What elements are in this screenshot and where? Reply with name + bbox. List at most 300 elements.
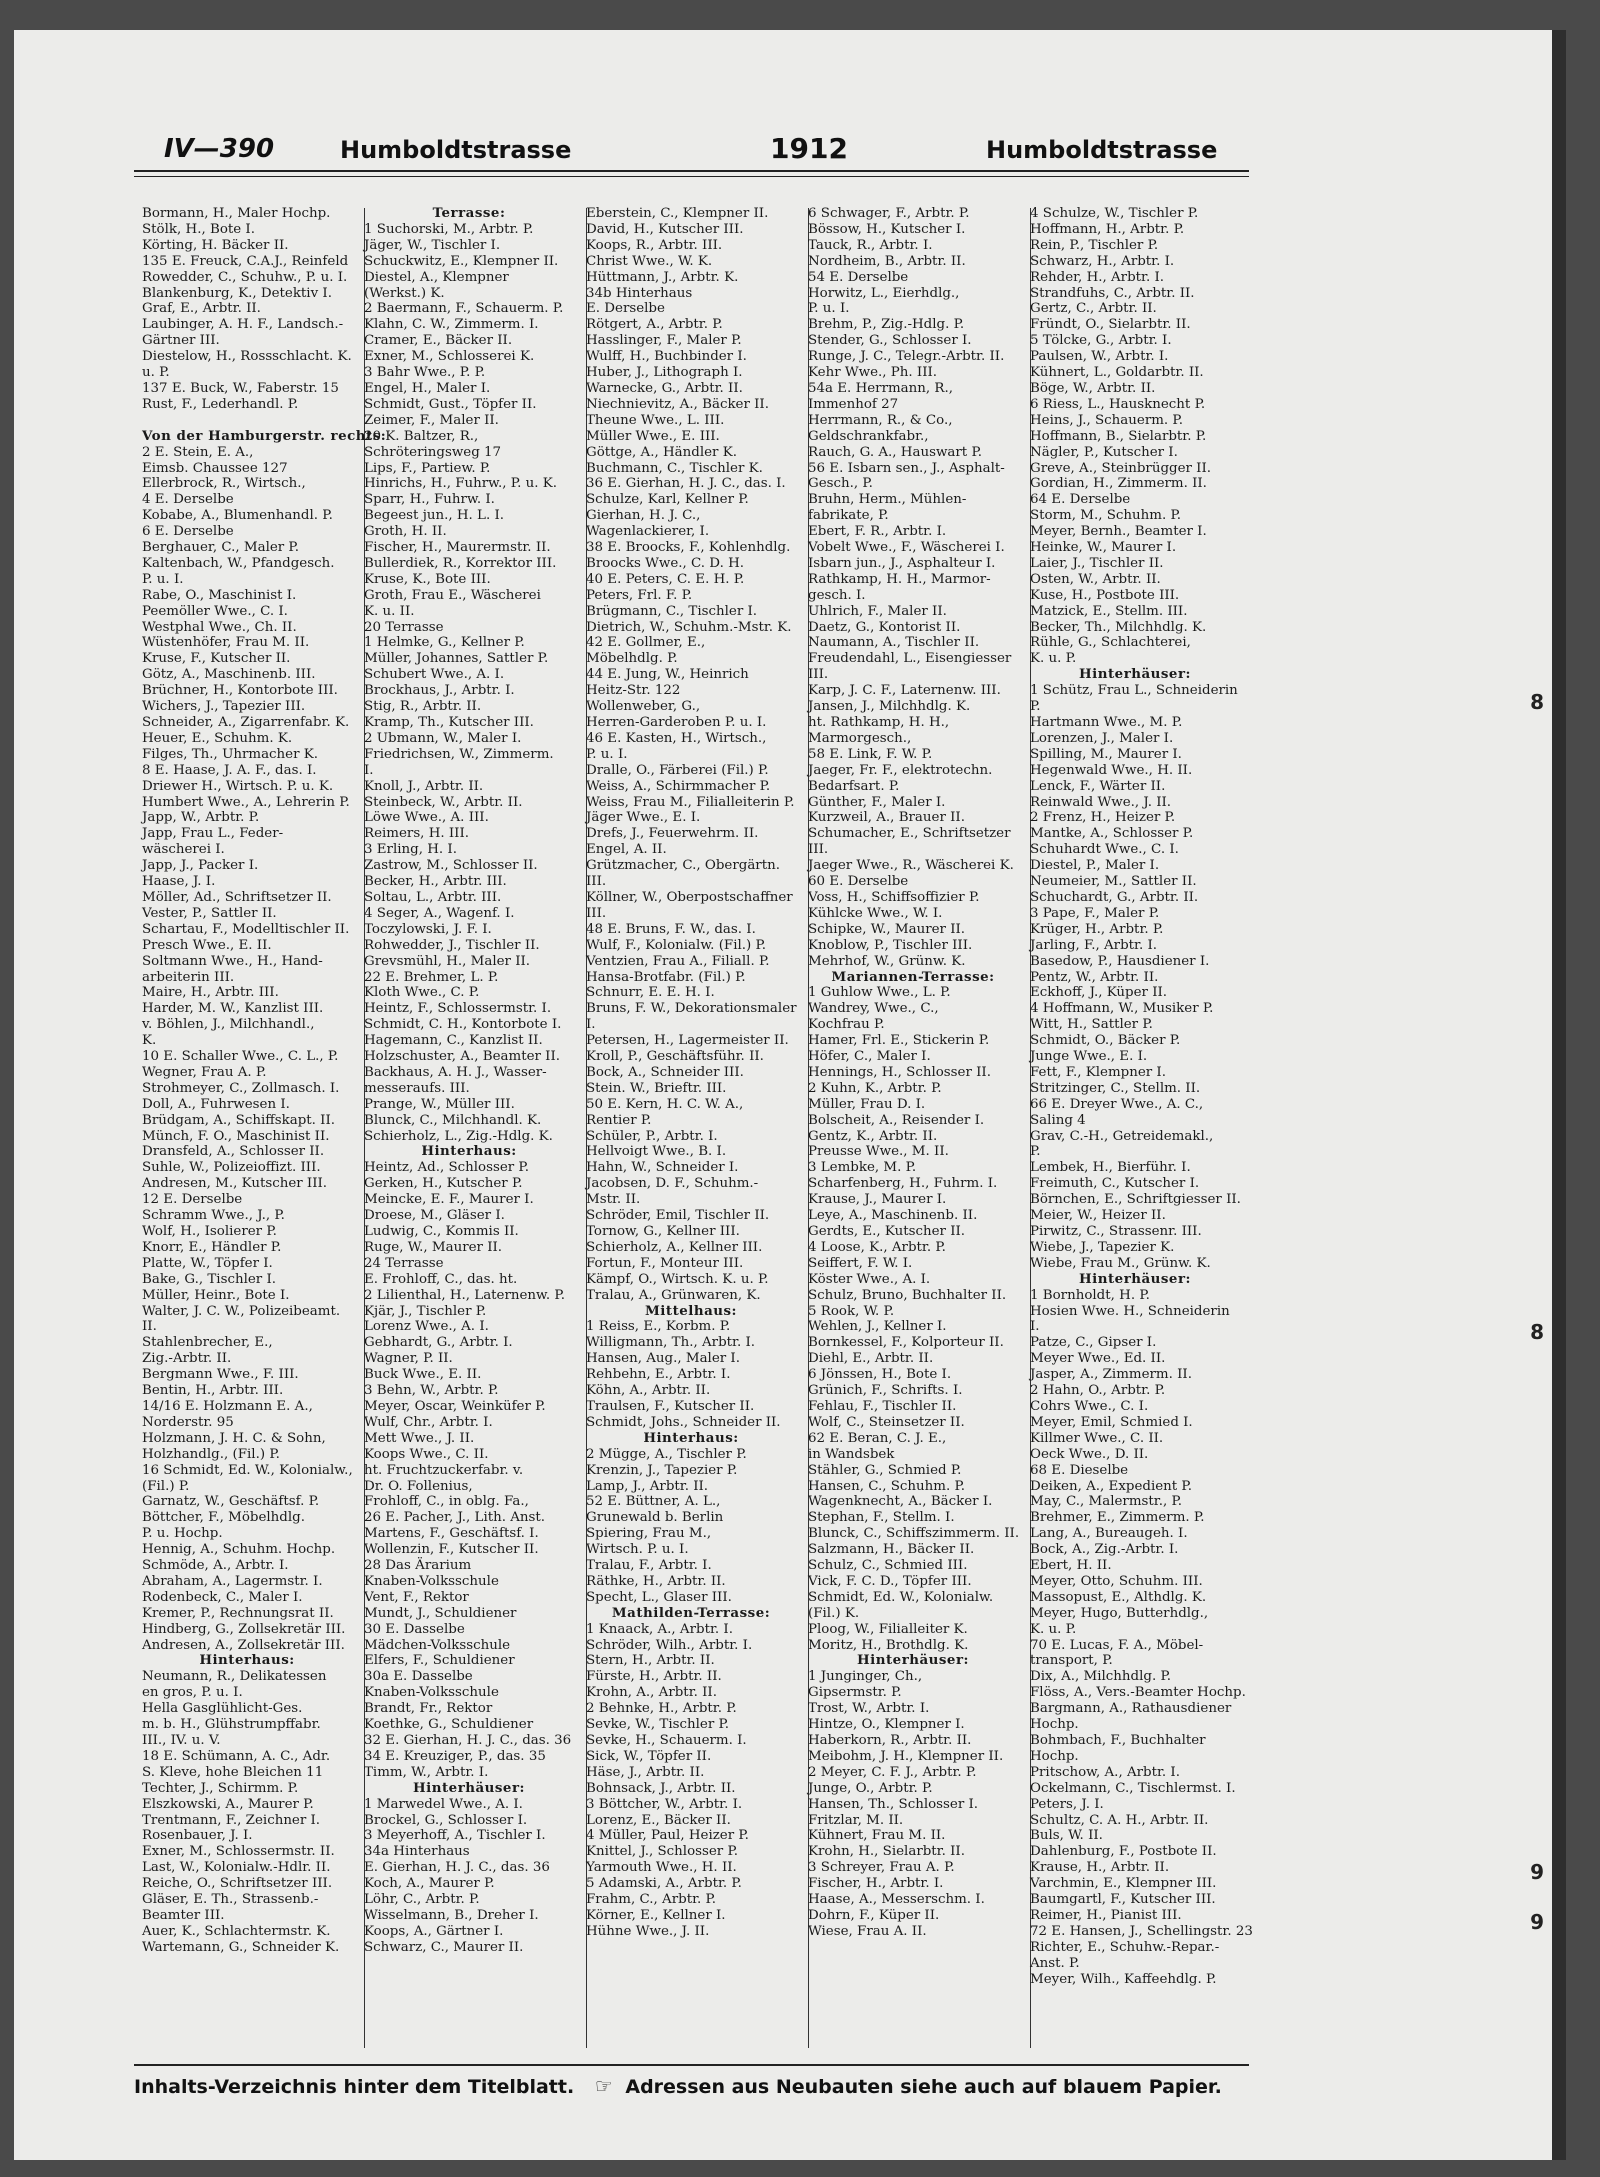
directory-entry: Jaeger, Fr. F., elektrotechn. [808,762,993,778]
directory-entry: Hinrichs, H., Fuhrw., P. u. K. [364,476,558,492]
directory-entry: Stölk, H., Bote I. [142,221,255,237]
directory-entry: Strandfuhs, C., Arbtr. II. [1030,285,1195,301]
directory-entry: Göttge, A., Händler K. [586,444,737,460]
directory-entry: Ludwig, C., Kommis II. [364,1224,519,1239]
margin-number: 8 [1530,1320,1544,1344]
directory-entry: Meibohm, J. H., Klempner II. [808,1748,1004,1764]
directory-entry: Hühne Wwe., J. II. [586,1923,710,1939]
directory-entry: (Fil.) K. [808,1605,860,1621]
directory-entry: transport, P. [1030,1653,1113,1669]
directory-entry: Vick, F. C. D., Töpfer III. [808,1573,972,1589]
footer-rule [134,2064,1249,2066]
directory-entry: Köster Wwe., A. I. [808,1271,931,1287]
directory-entry: Brüdgam, A., Schiffskapt. II. [142,1112,336,1128]
directory-entry: Moritz, H., Brothdlg. K. [808,1637,969,1653]
directory-entry: 1 Suchorski, M., Arbtr. P. [364,221,534,237]
directory-entry: Bornkessel, F., Kolporteur II. [808,1335,1004,1351]
directory-entry: Wartemann, G., Schneider K. [142,1939,340,1955]
directory-entry: Krohn, H., Sielarbtr. II. [808,1844,965,1860]
margin-number: 8 [1530,690,1544,714]
directory-entry: Kämpf, O., Wirtsch. K. u. P. [586,1271,769,1287]
directory-entry: Wollenzin, F., Kutscher II. [364,1542,539,1558]
directory-entry: Bruhn, Herm., Mühlen- [808,492,967,508]
directory-entry: Schierholz, L., Zig.-Hdlg. K. [364,1128,553,1144]
directory-entry: Schierholz, A., Kellner III. [586,1239,763,1255]
directory-entry: Fritzlar, M. II. [808,1812,904,1828]
directory-entry: 3 Pape, F., Maler P. [1030,905,1160,921]
directory-entry: Hartmann Wwe., M. P. [1030,715,1183,730]
directory-entry: Köllner, W., Oberpostschaffner [586,889,793,905]
directory-entry: Japp, Frau L., Feder- [142,826,284,842]
directory-entry: Grunewald b. Berlin [586,1510,724,1526]
directory-entry: Dr. O. Follenius, [364,1478,473,1494]
directory-entry: Lang, A., Bureaugeh. I. [1030,1526,1188,1542]
column-4 [808,206,1018,2051]
directory-entry: Baumgartl, F., Kutscher III. [1030,1892,1216,1908]
directory-entry: III. [586,905,607,921]
directory-entry: P. u. Hochp. [142,1526,223,1542]
directory-entry: Heitz-Str. 122 [586,683,681,699]
directory-entry: Schröteringsweg 17 [364,444,502,460]
directory-entry: 62 E. Beran, C. J. E., [808,1430,947,1446]
directory-entry: Löwe Wwe., A. III. [364,810,489,826]
directory-entry: Ebert, F. R., Arbtr. I. [808,524,947,540]
directory-entry: Gesch., P. [808,476,873,492]
directory-entry: E. Derselbe [586,301,665,317]
directory-entry: Bohnsack, J., Arbtr. II. [586,1780,736,1796]
directory-entry: Möller, Ad., Schriftsetzer II. [142,889,332,905]
directory-entry: 2 Baermann, F., Schauerm. P. [364,301,564,317]
directory-entry: Soltau, L., Arbtr. III. [364,889,502,905]
directory-entry: Buls, W. II. [1030,1828,1103,1844]
street-name-right: Humboldtstrasse [986,136,1218,164]
directory-entry: Hahn, W., Schneider I. [586,1160,739,1176]
directory-entry: in Wandsbek [808,1446,895,1462]
directory-entry: Backhaus, A. H. J., Wasser- [364,1064,547,1080]
directory-entry: 6 Jönssen, H., Bote I. [808,1367,952,1383]
header-rule-thin [134,176,1249,177]
directory-entry: Meyer, Otto, Schuhm. III. [1030,1573,1203,1589]
directory-entry: Brüchner, H., Kontorbote III. [142,683,338,699]
section-heading: Hinterhäuser: [1079,666,1191,683]
directory-entry: Heintz, Ad., Schlosser P. [364,1160,529,1176]
directory-entry: 3 Böttcher, W., Arbtr. I. [586,1796,743,1812]
directory-entry: Hennig, A., Schuhm. Hochp. [142,1542,336,1558]
directory-entry: Drefs, J., Feuerwehrm. II. [586,826,759,842]
directory-entry: Friedrichsen, W., Zimmerm. [364,746,554,762]
directory-entry: Rowedder, C., Schuhw., P. u. I. [142,269,348,285]
directory-entry: Hegenwald Wwe., H. II. [1030,762,1193,778]
directory-entry: P. u. I. [808,301,850,317]
directory-entry: Naumann, A., Tischler II. [808,635,980,651]
directory-entry: Kroll, P., Geschäftsführ. II. [586,1049,764,1065]
directory-entry: Müller, Heinr., Bote I. [142,1287,290,1303]
directory-entry: Tralau, F., Arbtr. I. [586,1558,712,1574]
directory-entry: III. [808,667,829,683]
directory-entry: Presch Wwe., E. II. [142,937,272,953]
directory-entry: Laubinger, A. H. F., Landsch.- [142,317,344,333]
directory-entry: Walter, J. C. W., Polizeibeamt. [142,1303,341,1319]
directory-entry: Schmidt, O., Bäcker P. [1030,1033,1181,1049]
directory-entry: 30 E. Dasselbe [364,1621,465,1637]
directory-entry: Schuhardt Wwe., C. I. [1030,842,1179,858]
directory-entry: Rauch, G. A., Hauswart P. [808,444,982,460]
directory-entry: K. u. II. [364,603,415,619]
directory-entry: 6 Schwager, F., Arbtr. P. [808,206,970,221]
directory-entry: Engel, H., Maler I. [364,380,491,396]
directory-entry: Prange, W., Müller III. [364,1096,515,1112]
directory-entry: Bake, G., Tischler I. [142,1271,276,1287]
directory-entry: III. [586,874,607,890]
directory-entry: Patze, C., Gipser I. [1030,1335,1157,1351]
directory-entry: Suhle, W., Polizeioffizt. III. [142,1160,321,1176]
directory-entry: Rein, P., Tischler P. [1030,237,1159,253]
directory-entry: 5 Rook, W. P. [808,1303,895,1319]
directory-entry: Vent, F., Rektor [364,1589,469,1605]
directory-entry: Schulz, C., Schmied III. [808,1558,968,1574]
directory-entry: Rathkamp, H. H., Marmor- [808,571,991,587]
directory-entry: Schubert Wwe., A. I. [364,667,505,683]
directory-entry: K. u. P. [1030,651,1077,667]
directory-entry: Gertz, C., Arbtr. II. [1030,301,1157,317]
directory-entry: Diehl, E., Arbtr. II. [808,1351,934,1367]
directory-entry: Häse, J., Arbtr. II. [586,1764,705,1780]
directory-entry: Götz, A., Maschinenb. III. [142,667,316,683]
directory-entry: Knoblow, P., Tischler III. [808,937,973,953]
directory-entry: 48 E. Bruns, F. W., das. I. [586,921,756,937]
directory-entry: 72 E. Hansen, J., Schellingstr. 23 [1030,1923,1253,1939]
directory-entry: Huber, J., Lithograph I. [586,365,743,381]
directory-entry: 34 E. Kreuziger, P., das. 35 [364,1748,546,1764]
directory-entry: Wulf, Chr., Arbtr. I. [364,1414,493,1430]
directory-entry: Schmidt, Johs., Schneider II. [586,1414,781,1430]
directory-entry: Diestel, A., Klempner [364,269,509,285]
directory-entry: 4 Schulze, W., Tischler P. [1030,206,1199,221]
directory-entry: Exner, M., Schlossermstr. II. [142,1844,335,1860]
directory-entry: Willigmann, Th., Arbtr. I. [586,1335,756,1351]
directory-entry: Herrmann, R., & Co., [808,412,953,428]
directory-entry: Stähler, G., Schmied P. [808,1462,962,1478]
margin-number: 9 [1530,1910,1544,1934]
directory-entry: Eckhoff, J., Küper II. [1030,985,1168,1001]
pointing-hand-icon: ☞ [594,2074,613,2098]
directory-entry: Elfers, F., Schuldiener [364,1653,515,1669]
directory-entry: 22 E. Brehmer, L. P. [364,969,499,985]
directory-entry: Wichers, J., Tapezier III. [142,699,306,715]
directory-entry: Zig.-Arbtr. II. [142,1351,232,1367]
directory-entry: Schmidt, Ed. W., Kolonialw. [808,1589,994,1605]
directory-entry: 2 Mügge, A., Tischler P. [586,1446,747,1462]
directory-entry: Gärtner III. [142,333,220,349]
directory-entry: Stephan, F., Stellm. I. [808,1510,955,1526]
directory-entry: 30a E. Dasselbe [364,1669,473,1685]
directory-entry: 52 E. Büttner, A. L., [586,1494,721,1510]
directory-entry: Hella Gasglühlicht-Ges. [142,1701,303,1717]
directory-entry: Christ Wwe., W. K. [586,253,713,269]
directory-entry: Reinwald Wwe., J. II. [1030,794,1172,810]
directory-entry: Schuckwitz, E., Klempner II. [364,253,559,269]
directory-entry: 50 E. Kern, H. C. W. A., [586,1096,744,1112]
directory-entry: 6 Riess, L., Hausknecht P. [1030,396,1206,412]
directory-entry: Kühlcke Wwe., W. I. [808,905,943,921]
directory-entry: Leye, A., Maschinenb. II. [808,1208,978,1224]
directory-entry: Frohloff, C., in oblg. Fa., [364,1494,529,1510]
directory-entry: Zastrow, M., Schlosser II. [364,858,538,874]
directory-entry: 28 Das Ärarium [364,1558,472,1574]
directory-entry: Schröder, Wilh., Arbtr. I. [586,1637,753,1653]
directory-entry: Stig, R., Arbtr. II. [364,699,482,715]
directory-entry: Osten, W., Arbtr. II. [1030,571,1161,587]
directory-entry: Hintze, O., Klempner I. [808,1717,965,1733]
column-5 [1030,206,1253,2051]
directory-entry: Flöss, A., Vers.-Beamter Hochp. [1030,1685,1246,1701]
directory-entry: Blunck, C., Schiffszimmerm. II. [808,1526,1020,1542]
directory-entry: Hamer, Frl. E., Stickerin P. [808,1033,990,1049]
directory-entry: Schultz, C. A. H., Arbtr. II. [1030,1812,1209,1828]
directory-entry: Driewer H., Wirtsch. P. u. K. [142,778,334,794]
directory-entry: Krause, H., Arbtr. II. [1030,1860,1170,1876]
directory-entry: Schartau, F., Modelltischler II. [142,921,350,937]
directory-entry: 12 E. Derselbe [142,1192,243,1208]
column-3 [586,206,796,2051]
year: 1912 [770,132,848,165]
directory-entry: en gros, P. u. I. [142,1685,243,1701]
margin-number: 9 [1530,1860,1544,1884]
directory-entry: Hagemann, C., Kanzlist II. [364,1033,543,1049]
directory-entry: Sparr, H., Fuhrw. I. [364,492,495,508]
directory-entry: Böttcher, F., Möbelhdlg. [142,1510,305,1526]
directory-entry: Japp, W., Arbtr. P. [142,810,260,826]
directory-entry: Wiebe, J., Tapezier K. [1030,1239,1175,1255]
directory-entry: Hansa-Brotfabr. (Fil.) P. [586,969,746,985]
directory-entry: Dransfeld, A., Schlosser II. [142,1144,325,1160]
directory-entry: Köhn, A., Arbtr. II. [586,1383,711,1399]
directory-entry: Bedarfsart. P. [808,778,900,794]
directory-entry: Müller Wwe., E. III. [586,428,720,444]
directory-entry: Meyer, Emil, Schmied I. [1030,1414,1193,1430]
directory-entry: Böge, W., Arbtr. II. [1030,380,1156,396]
directory-entry: Kruse, F., Kutscher II. [142,651,291,667]
directory-entry: Neumann, R., Delikatessen [142,1669,327,1685]
directory-entry: Gipsermstr. P. [808,1685,902,1701]
directory-entry: Trentmann, F., Zeichner I. [142,1812,321,1828]
directory-entry: Stritzinger, C., Stellm. II. [1030,1080,1201,1096]
directory-entry: Brehmer, E., Zimmerm. P. [1030,1510,1205,1526]
directory-entry: Beamter III. [142,1907,225,1923]
directory-entry: Geldschrankfabr., [808,428,929,444]
page-number: IV—390 [164,134,275,164]
directory-entry: Deiken, A., Expedient P. [1030,1478,1192,1494]
directory-entry: 32 E. Gierhan, H. J. C., das. 36 [364,1733,572,1748]
directory-entry: Krenzin, J., Tapezier P. [586,1462,738,1478]
directory-entry: Ebert, H. II. [1030,1558,1112,1574]
section-heading: Mathilden-Terrasse: [611,1604,771,1621]
directory-entry: messeraufs. III. [364,1080,470,1096]
directory-entry: Grevsmühl, H., Maler II. [364,953,531,969]
directory-entry: Bergmann Wwe., F. III. [142,1367,299,1383]
directory-entry: Löhr, C., Arbtr. P. [364,1892,480,1908]
directory-entry: Schröder, Emil, Tischler II. [586,1208,770,1224]
street-name-left: Humboldtstrasse [340,136,572,164]
directory-entry: Massopust, E., Althdlg. K. [1030,1589,1207,1605]
directory-entry [142,413,352,429]
section-heading: Hinterhäuser: [857,1652,969,1669]
directory-entry: Nordheim, B., Arbtr. II. [808,253,966,269]
directory-entry: May, C., Malermstr., P. [1030,1494,1183,1510]
directory-entry: 2 Meyer, C. F. J., Arbtr. P. [808,1764,977,1780]
directory-entry: Bock, A., Zig.-Arbtr. I. [1030,1542,1179,1558]
directory-entry: Kramp, Th., Kutscher III. [364,715,534,730]
directory-entry: Bargmann, A., Rathausdiener [1030,1701,1232,1717]
directory-entry: 36 E. Gierhan, H. J. C., das. I. [586,476,786,492]
directory-entry: Diestel, P., Maler I. [1030,858,1160,874]
directory-entry: Holzschuster, A., Beamter II. [364,1049,561,1065]
directory-entry: Schnurr, E. E. H. I. [586,985,715,1001]
directory-entry: (Werkst.) K. [364,285,445,301]
directory-entry: K. [142,1033,157,1049]
directory-entry: Kehr Wwe., Ph. III. [808,365,938,381]
directory-entry: Matzick, E., Stellm. III. [1030,603,1188,619]
directory-entry: Tornow, G., Kellner III. [586,1224,740,1239]
directory-entry: 5 Adamski, A., Arbtr. P. [586,1876,742,1892]
directory-entry: Grützmacher, C., Obergärtn. [586,858,780,874]
directory-entry: Möbelhdlg. P. [586,651,678,667]
directory-entry: Harder, M. W., Kanzlist III. [142,1001,324,1017]
directory-entry: Jaeger Wwe., R., Wäscherei K. [808,858,1014,874]
directory-entry: Wagner, P. II. [364,1351,453,1367]
directory-entry: ht. Fruchtzuckerfabr. v. [364,1462,524,1478]
directory-entry: Müller, Frau D. I. [808,1096,926,1112]
directory-entry: Wagenknecht, A., Bäcker I. [808,1494,993,1510]
directory-entry: Wolf, C., Steinsetzer II. [808,1414,965,1430]
directory-entry: 40 E. Peters, C. E. H. P. [586,571,745,587]
directory-entry: 4 E. Derselbe [142,492,234,508]
directory-entry: 2 E. Stein, E. A., [142,444,254,460]
directory-entry: Wehlen, J., Kellner I. [808,1319,947,1335]
directory-entry: 4 Müller, Paul, Heizer P. [586,1828,749,1844]
directory-entry: 14/16 E. Holzmann E. A., [142,1398,313,1414]
directory-entry: Jasper, A., Zimmerm. II. [1030,1367,1192,1383]
directory-entry: Varchmin, E., Klempner III. [1030,1876,1217,1892]
directory-entry: ht. Rathkamp, H. H., [808,715,950,730]
section-heading: Mittelhaus: [644,1302,738,1319]
directory-entry: Buchmann, C., Tischler K. [586,460,763,476]
directory-entry: Niechnievitz, A., Bäcker II. [586,396,769,412]
directory-entry: Trost, W., Arbtr. I. [808,1701,930,1717]
section-heading: Hinterhaus: [199,1652,295,1669]
directory-entry: Lorenzen, J., Maler I. [1030,730,1174,746]
directory-entry: Yarmouth Wwe., H. II. [586,1860,737,1876]
directory-entry: Rohwedder, J., Tischler II. [364,937,540,953]
directory-entry: Exner, M., Schlosserei K. [364,349,535,365]
directory-entry: 2 Kuhn, K., Arbtr. P. [808,1080,942,1096]
directory-entry: Laier, J., Tischler II. [1030,555,1164,571]
directory-entry: fabrikate, P. [808,508,889,524]
directory-entry: Grünich, F., Schrifts. I. [808,1383,963,1399]
directory-entry: Lenck, F., Wärter II. [1030,778,1166,794]
directory-entry: Meincke, E. F., Maurer I. [364,1192,534,1208]
directory-entry: Wulff, H., Buchbinder I. [586,349,747,365]
directory-entry: Fett, F., Klempner I. [1030,1064,1166,1080]
directory-entry: Doll, A., Fuhrwesen I. [142,1096,290,1112]
directory-entry: 46 E. Kasten, H., Wirtsch., [586,730,767,746]
directory-entry: Kloth Wwe., C. P. [364,985,480,1001]
directory-entry: Wandrey, Wwe., C., [808,1001,939,1017]
directory-entry: Fründt, O., Sielarbtr. II. [1030,317,1191,333]
directory-entry: Schipke, W., Maurer II. [808,921,966,937]
directory-entry: III., IV. u. V. [142,1733,221,1748]
directory-entry: Reimers, H. III. [364,826,470,842]
directory-entry: II. [142,1319,157,1335]
directory-entry: Tauck, R., Arbtr. I. [808,237,933,253]
directory-entry: Dralle, O., Färberei (Fil.) P. [586,762,769,778]
directory-entry: Frahm, C., Arbtr. P. [586,1892,717,1908]
directory-entry: Knaben-Volksschule [364,1573,499,1589]
directory-entry: Mett Wwe., J. II. [364,1430,475,1446]
directory-entry: Fehlau, F., Tischler II. [808,1398,957,1414]
directory-entry: Weiss, A., Schirmmacher P. [586,778,771,794]
directory-entry: Kremer, P., Rechnungsrat II. [142,1605,334,1621]
directory-entry: 1 Bornholdt, H. P. [1030,1287,1150,1303]
directory-entry: Toczylowski, J. F. I. [364,921,492,937]
directory-entry: Koch, A., Maurer P. [364,1876,495,1892]
directory-entry: 4 Loose, K., Arbtr. P. [808,1239,946,1255]
section-heading: Hinterhaus: [421,1143,517,1160]
directory-entry: Hansen, C., Schuhm. P. [808,1478,966,1494]
directory-entry: Killmer Wwe., C. II. [1030,1430,1164,1446]
directory-entry: Jansen, J., Milchhdlg. K. [808,699,971,715]
directory-entry: Meyer, Hugo, Butterhdlg., [1030,1605,1209,1621]
directory-entry: Gerdts, E., Kutscher II. [808,1224,966,1239]
directory-entry: Schmöde, A., Arbtr. I. [142,1558,289,1574]
directory-entry: Haase, J. I. [142,874,216,890]
directory-entry: Droese, M., Gläser I. [364,1208,505,1224]
directory-entry: Schulze, Karl, Kellner P. [586,492,749,508]
section-heading: Hinterhäuser: [1079,1270,1191,1287]
directory-entry: Sick, W., Töpfer II. [586,1748,712,1764]
directory-entry: Fürste, H., Arbtr. II. [586,1669,722,1685]
directory-entry: 5 Tölcke, G., Arbtr. I. [1030,333,1172,349]
directory-entry: 2 Hahn, O., Arbtr. P. [1030,1383,1166,1399]
directory-entry: Krause, J., Maurer I. [808,1192,947,1208]
directory-entry: Maire, H., Arbtr. III. [142,985,279,1001]
directory-entry: Körner, E., Kellner I. [586,1907,726,1923]
directory-entry: Paulsen, W., Arbtr. I. [1030,349,1169,365]
directory-entry: Schulz, Bruno, Buchhalter II. [808,1287,1007,1303]
directory-entry: 2 Lilienthal, H., Laternenw. P. [364,1287,565,1303]
directory-entry: I. [364,762,374,778]
directory-entry: Meier, W., Heizer II. [1030,1208,1166,1224]
directory-entry: Wiebe, Frau M., Grünw. K. [1030,1255,1211,1271]
directory-entry: Haberkorn, R., Arbtr. II. [808,1733,972,1748]
directory-entry: Schüler, P., Arbtr. I. [586,1128,718,1144]
directory-entry: Junge Wwe., E. I. [1030,1049,1148,1065]
directory-entry: Dohrn, F., Küper II. [808,1907,940,1923]
directory-entry: Meyer, Bernh., Beamter I. [1030,524,1207,540]
directory-entry: Wagenlackierer, I. [586,524,710,540]
directory-entry: Fischer, H., Maurermstr. II. [364,540,551,556]
directory-entry: 1 Guhlow Wwe., L. P. [808,985,951,1001]
directory-entry: Gordian, H., Zimmerm. II. [1030,476,1207,492]
directory-entry: Martens, F., Geschäftsf. I. [364,1526,539,1542]
directory-entry: Schwarz, C., Maurer II. [364,1939,524,1955]
directory-entry: Runge, J. C., Telegr.-Arbtr. II. [808,349,1005,365]
directory-entry: Kobabe, A., Blumenhandl. P. [142,508,333,524]
directory-entry: Seiffert, F. W. I. [808,1255,913,1271]
directory-entry: Westphal Wwe., Ch. II. [142,619,297,635]
directory-entry: Peters, Frl. F. P. [586,587,693,603]
directory-entry: 3 Bahr Wwe., P. P. [364,365,486,381]
